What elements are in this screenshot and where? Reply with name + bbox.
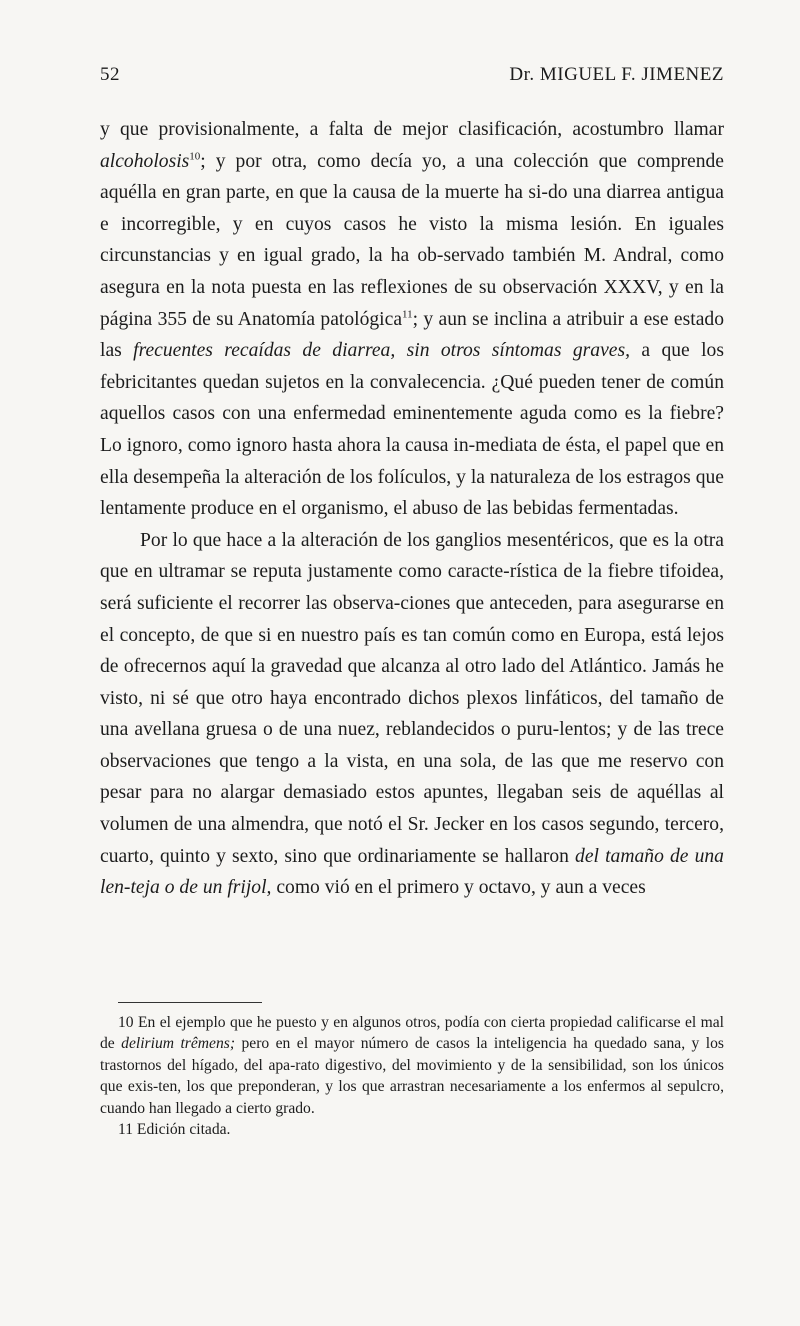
italic-term: delirium trêmens;	[121, 1035, 236, 1053]
text-run: 10 En el ejemplo que he puesto y en algunos otros, podía con cierta propiedad calificarse el mal de	[100, 1014, 724, 1053]
body-text	[100, 114, 724, 904]
footnotes	[100, 1012, 724, 1140]
text-run: pero en el mayor número de casos la inteligencia ha quedado sana, y los trastornos del hígado, del apa-rato digestivo, del movimiento y de la sensibilidad, son los únicos que exis-ten, los que preponderan, y los que arrastran necesariamente a los enfermos al sepulcro, cuando han llegado a cierto grado.	[100, 1035, 724, 1117]
italic-quote: del tamaño de una len-teja o de un frijol,	[100, 845, 724, 899]
footnote-10	[100, 1012, 724, 1119]
italic-term: alcoholosis	[100, 150, 190, 172]
paragraph-2	[100, 525, 724, 904]
text-run: ; y por otra, como decía yo, a una colección que comprende aquélla en gran parte, en que la causa de la muerte ha si-do una diarrea antigua e incorregible, y en cuyos casos he visto la misma lesión. En iguales circunstancias y en igual grado, la ha ob-servado también M. Andral, como asegura en la nota puesta en las reflexiones de su observación XXXV, y en la página 355 de su Anatomía patológica	[100, 150, 724, 330]
paragraph-1	[100, 114, 724, 525]
text-run: ; y aun se inclina a atribuir a ese estado las	[100, 308, 724, 362]
text-run: Por lo que hace a la alteración de los ganglios mesentéricos, que es la otra que en ultramar se reputa justamente como caracte-rística de la fiebre tifoidea, será suficiente el recorrer las observa-ciones que anteceden, para asegurarse en el concepto, de que si en nuestro país es tan común como en Europa, está lejos de ofrecernos aquí la gravedad que alcanza al otro lado del Atlántico. Jamás he visto, ni sé que otro haya encontrado dichos plexos linfáticos, del tamaño de una avellana gruesa o de una nuez, reblandecidos o puru-lentos; y de las trece observaciones que tengo a la vista, en una sola, de las que me reservo con pesar para no alargar demasiado estos apuntes, llegaban seis de aquéllas al volumen de una almendra, que notó el Sr. Jecker en los casos segundo, tercero, cuarto, quinto y sexto, sino que ordinariamente se hallaron	[100, 529, 724, 867]
text-run: y que provisionalmente, a falta de mejor clasificación, acostumbro llamar	[100, 119, 724, 140]
footnote-11: 11 Edición citada.	[118, 1121, 231, 1139]
footnote-divider	[118, 1002, 262, 1003]
page-number: 52	[100, 64, 120, 85]
text-run: a que los febricitantes quedan sujetos en la convalecencia. ¿Qué pueden tener de común aquellos casos con una enfermedad eminentemente aguda como es la fiebre? Lo ignoro, como ignoro hasta ahora la causa in-mediata de ésta, el papel que en ella desempeña la alteración de los folículos, y la naturaleza de los estragos que lentamente produce en el organismo, el abuso de las bebidas fermentadas.	[100, 340, 724, 520]
page-header	[100, 64, 724, 94]
footnote-ref-10: 10	[189, 150, 201, 163]
footnote-ref-11: 11	[402, 308, 413, 321]
italic-quote: frecuentes recaídas de diarrea, sin otros síntomas graves,	[133, 340, 630, 362]
text-run: como vió en el primero y octavo, y aun a veces	[271, 877, 646, 899]
running-head: Dr. MIGUEL F. JIMENEZ	[509, 64, 724, 85]
